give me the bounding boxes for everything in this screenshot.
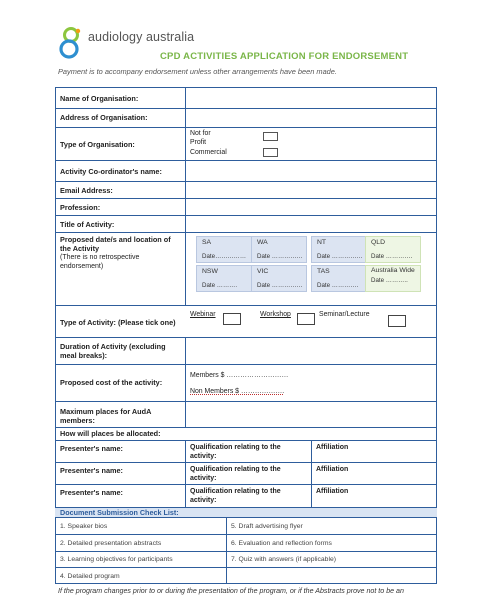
affiliation-label: Affiliation — [316, 466, 349, 473]
workshop-checkbox[interactable] — [297, 313, 315, 325]
state-name: NSW — [202, 268, 218, 275]
qualification-label-1: Qualification relating to the — [190, 444, 281, 451]
state-name: NT — [317, 239, 327, 246]
cost-row — [55, 364, 437, 401]
qualification-label-1: Qualification relating to the — [190, 488, 281, 495]
title-row — [55, 215, 437, 232]
coordinator-label: Activity Co-ordinator's name: — [60, 167, 162, 176]
state-nt[interactable] — [311, 236, 367, 263]
affiliation-label: Affiliation — [316, 488, 349, 495]
column-divider — [185, 440, 186, 507]
column-divider — [311, 440, 312, 507]
checklist-row-1 — [55, 517, 437, 534]
max-places-row — [55, 401, 437, 427]
column-divider — [185, 87, 186, 305]
state-date: Date …………… — [317, 253, 363, 260]
state-name: VIC — [257, 268, 269, 275]
state-name: WA — [257, 239, 268, 246]
non-members-cost[interactable]: Non Members $ ………………. — [190, 388, 285, 395]
org-name-label: Name of Organisation: — [60, 94, 139, 103]
state-vic[interactable] — [251, 265, 307, 292]
activity-type-row — [55, 305, 437, 337]
org-name-row — [55, 87, 437, 108]
checklist-item: 1. Speaker bios — [60, 523, 108, 530]
presenter-label: Presenter's name: — [60, 466, 123, 475]
checklist-item: 6. Evaluation and reflection forms — [231, 540, 332, 547]
dates-label-4: endorsement) — [60, 263, 104, 270]
email-label: Email Address: — [60, 186, 113, 195]
form-title: CPD ACTIVITIES APPLICATION FOR ENDORSEMENT — [160, 51, 409, 62]
checklist-item: 7. Quiz with answers (if applicable) — [231, 556, 337, 563]
duration-row — [55, 337, 437, 364]
checklist-item: 4. Detailed program — [60, 573, 120, 580]
checklist-item: 3. Learning objectives for participants — [60, 556, 173, 563]
org-type-label: Type of Organisation: — [60, 140, 135, 149]
state-date: Date …………. — [371, 253, 413, 260]
state-qld[interactable] — [365, 236, 421, 263]
profession-label: Profession: — [60, 203, 101, 212]
not-for-profit-checkbox[interactable] — [263, 132, 278, 141]
payment-note: Payment is to accompany endorsement unless other arrangements have been made. — [58, 67, 337, 76]
checklist-row-2 — [55, 534, 437, 551]
state-name: Australia Wide — [371, 267, 415, 274]
checklist-header — [55, 507, 437, 517]
title-label: Title of Activity: — [60, 220, 115, 229]
seminar-option[interactable]: Seminar/Lecture — [319, 311, 370, 318]
qualification-label-2: activity: — [190, 453, 217, 460]
qualification-label-2: activity: — [190, 497, 217, 504]
email-row — [55, 181, 437, 198]
org-type-row — [55, 127, 437, 160]
activity-type-label: Type of Activity: (Please tick one) — [60, 318, 176, 327]
state-date: Date …………. — [317, 282, 359, 289]
dates-label-1: Proposed date/s and location of — [60, 235, 171, 244]
presenter-row-1 — [55, 440, 437, 462]
presenter-label: Presenter's name: — [60, 444, 123, 453]
dates-label-2: the Activity — [60, 244, 100, 253]
presenter-row-2 — [55, 462, 437, 484]
column-divider — [226, 517, 227, 584]
org-type-commercial: Commercial — [190, 149, 227, 156]
webinar-option[interactable]: Webinar — [190, 311, 216, 318]
dates-label-3: (There is no retrospective — [60, 254, 140, 261]
allocation-row — [55, 427, 437, 440]
org-type-profit: Profit — [190, 139, 207, 146]
webinar-checkbox[interactable] — [223, 313, 241, 325]
allocation-label: How will places be allocated: — [60, 429, 161, 438]
duration-label-2: meal breaks): — [60, 351, 108, 360]
commercial-checkbox[interactable] — [263, 148, 278, 157]
state-wa[interactable] — [251, 236, 307, 263]
application-form — [55, 87, 437, 584]
coordinator-row — [55, 160, 437, 181]
org-address-label: Address of Organisation: — [60, 113, 148, 122]
profession-row — [55, 198, 437, 215]
duration-label-1: Duration of Activity (excluding — [60, 342, 166, 351]
footer-note: If the program changes prior to or during the presentation of the program, or if the Abstracts prove not to be an — [58, 587, 404, 595]
workshop-option[interactable]: Workshop — [260, 311, 291, 318]
state-date: Date ……….. — [371, 277, 408, 284]
checklist-item: 5. Draft advertising flyer — [231, 523, 303, 530]
members-cost[interactable]: Members $ ……………………… — [190, 372, 289, 379]
state-name: TAS — [317, 268, 330, 275]
dates-row — [55, 232, 437, 305]
audiology-australia-logo — [58, 26, 84, 60]
presenter-row-3 — [55, 484, 437, 507]
brand-name: audiology australia — [88, 30, 195, 44]
qualification-label-2: activity: — [190, 475, 217, 482]
checklist-row-3 — [55, 551, 437, 567]
column-divider — [185, 337, 186, 427]
cost-label: Proposed cost of the activity: — [60, 378, 163, 387]
qualification-label-1: Qualification relating to the — [190, 466, 281, 473]
max-places-label-1: Maximum places for AudA — [60, 407, 152, 416]
state-nsw[interactable] — [196, 265, 252, 292]
seminar-checkbox[interactable] — [388, 315, 406, 327]
org-type-not-for: Not for — [190, 130, 211, 137]
state-name: QLD — [371, 239, 385, 246]
state-date: Date ………. — [202, 282, 238, 289]
checklist-title: Document Submission Check List: — [60, 508, 179, 517]
state-date: Date …………… — [257, 282, 303, 289]
state-tas[interactable] — [311, 265, 367, 292]
checklist-item: 2. Detailed presentation abstracts — [60, 540, 162, 547]
state-name: SA — [202, 239, 212, 246]
state-date: Date…………… — [202, 253, 247, 260]
state-date: Date …………… — [257, 253, 303, 260]
state-australia-wide[interactable] — [365, 265, 421, 292]
state-sa[interactable] — [196, 236, 252, 263]
checklist-row-4 — [55, 567, 437, 584]
max-places-label-2: members: — [60, 416, 95, 425]
org-address-row — [55, 108, 437, 127]
presenter-label: Presenter's name: — [60, 488, 123, 497]
affiliation-label: Affiliation — [316, 444, 349, 451]
